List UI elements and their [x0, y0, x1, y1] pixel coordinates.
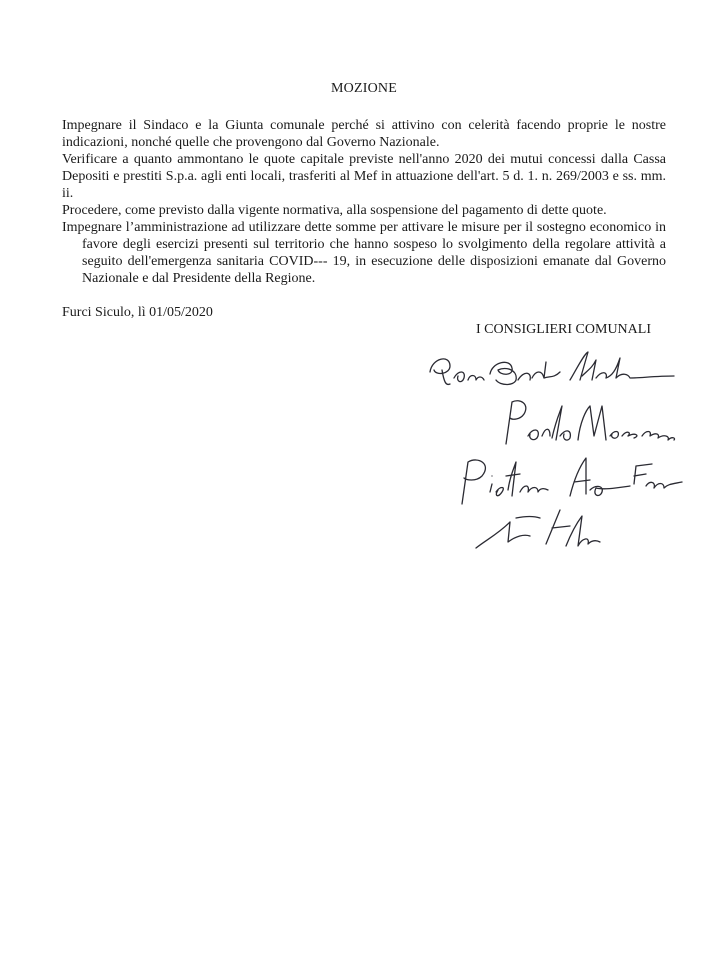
signature-4: [476, 510, 600, 548]
place-date: Furci Siculo, lì 01/05/2020: [62, 305, 213, 320]
signature-2: [506, 401, 675, 444]
signature-1: [430, 352, 674, 385]
signatures-block: [420, 340, 700, 570]
paragraph-commit-mayor: Impegnare il Sindaco e la Giunta comunale perché si attivino con celerità facendo proprie le nostre indicazioni, nonché quelle che provengono dal Governo Nazionale.: [62, 118, 666, 150]
paragraph-economic-support: Impegnare l’amministrazione ad utilizzare dette somme per attivare le misure per il sostegno economico in favore degli esercizi presenti sul territorio che hanno sospeso lo svolgimento della regolare attività a seguito dell'emergenza sanitaria COVID--- 19, in esecuzione delle disposizioni emanate dal Governo Nazionale e dal Presidente della Regione.: [62, 220, 666, 286]
signatories-heading: I CONSIGLIERI COMUNALI: [476, 322, 651, 337]
document-title: MOZIONE: [331, 81, 397, 96]
motion-body: [62, 117, 666, 287]
handwritten-signatures: [420, 340, 700, 570]
paragraph-suspend-payment: Procedere, come previsto dalla vigente normativa, alla sospensione del pagamento di dette quote.: [62, 203, 607, 218]
signature-3: [462, 458, 682, 504]
paragraph-verify-quotas: Verificare a quanto ammontano le quote capitale previste nell'anno 2020 dei mutui concessi dalla Cassa Depositi e prestiti S.p.a. agli enti locali, trasferiti al Mef in attuazione dell'art. 5 d. 1. n. 269/2003 e ss. mm. ii.: [62, 152, 666, 201]
